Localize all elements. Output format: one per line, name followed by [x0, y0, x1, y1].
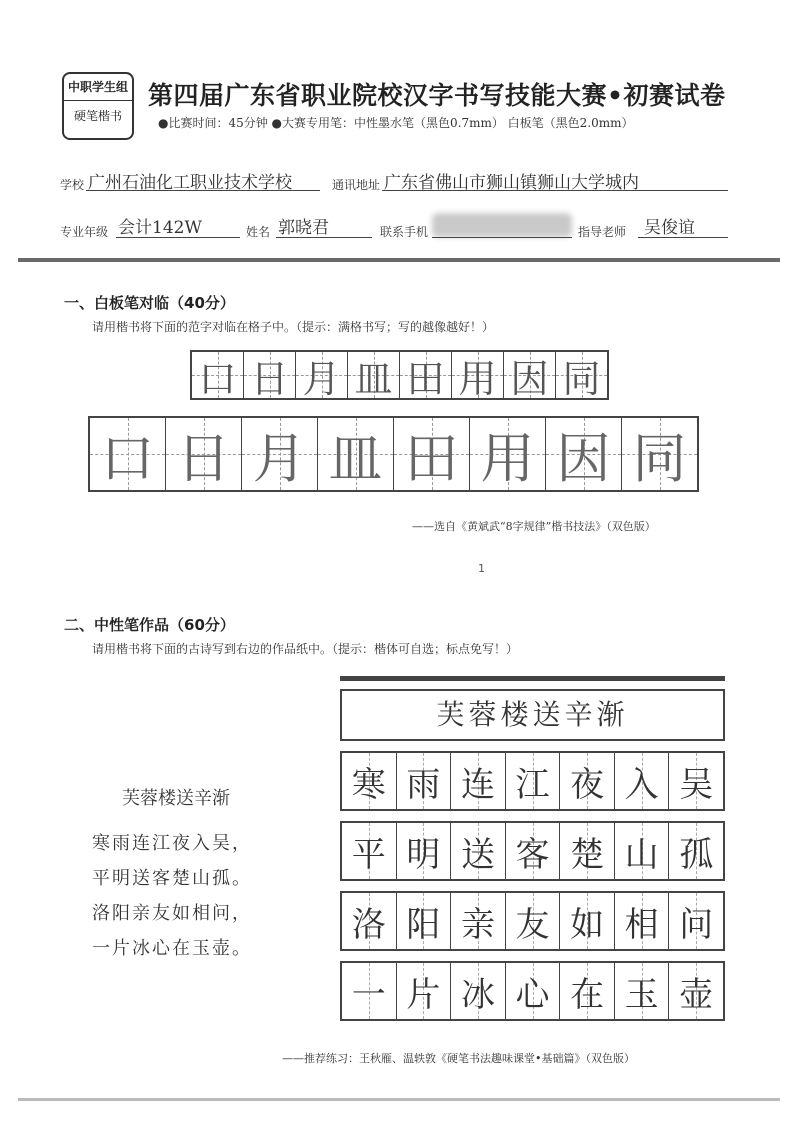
model-char-cell: 日 — [244, 352, 296, 398]
practice-char-cell: 口 — [90, 418, 166, 490]
practice-char-cell: 皿 — [318, 418, 394, 490]
work-cell: 片 — [397, 963, 452, 1019]
work-cell: 心 — [506, 963, 561, 1019]
work-cell: 平 — [342, 823, 397, 879]
work-title: 芙蓉楼送辛渐 — [340, 689, 725, 741]
practice-char-cell: 田 — [394, 418, 470, 490]
work-paper — [340, 676, 725, 1021]
exam-subtitle: ●比赛时间：45分钟 ●大赛专用笔：中性墨水笔（黑色0.7mm） 白板笔（黑色2.0mm） — [158, 116, 634, 130]
school-underline — [86, 190, 320, 191]
model-char-cell: 口 — [192, 352, 244, 398]
name-value: 郭晓君 — [278, 218, 329, 238]
work-cell: 雨 — [397, 753, 452, 809]
work-cell: 壶 — [669, 963, 723, 1019]
header-rule — [18, 258, 780, 262]
work-cell: 客 — [506, 823, 561, 879]
school-value: 广州石油化工职业技术学校 — [88, 173, 292, 193]
work-cell: 相 — [615, 893, 670, 949]
poem-line: 一片冰心在玉壶。 — [92, 938, 252, 959]
poem-title: 芙蓉楼送辛渐 — [122, 788, 230, 809]
model-char-cell: 用 — [452, 352, 504, 398]
address-value: 广东省佛山市狮山镇狮山大学城内 — [384, 173, 639, 193]
work-row — [340, 821, 725, 881]
model-char-cell: 田 — [400, 352, 452, 398]
work-cell: 洛 — [342, 893, 397, 949]
poem-line: 寒雨连江夜入吴， — [92, 833, 252, 854]
section1-title: 一、白板笔对临（40分） — [64, 294, 235, 312]
work-cell: 江 — [506, 753, 561, 809]
phone-label: 联系手机 — [380, 225, 429, 239]
work-cell: 孤 — [669, 823, 723, 879]
model-char-cell: 同 — [556, 352, 607, 398]
badge-style: 硬笔楷书 — [73, 109, 122, 123]
work-cell: 吴 — [669, 753, 723, 809]
model-char-cell: 月 — [296, 352, 348, 398]
badge-group: 中职学生组 — [64, 78, 132, 101]
major-underline — [116, 237, 240, 238]
section1-credit: ——选自《黄斌武“8字规律”楷书技法》（双色版） — [412, 520, 656, 533]
model-char-cell: 皿 — [348, 352, 400, 398]
work-cell: 在 — [560, 963, 615, 1019]
teacher-value: 吴俊谊 — [644, 218, 695, 238]
work-row — [340, 751, 725, 811]
poem-text — [92, 784, 252, 966]
phone-underline — [432, 237, 572, 238]
practice-char-cell: 因 — [546, 418, 622, 490]
school-label: 学校 — [60, 178, 85, 192]
teacher-label: 指导老师 — [578, 225, 627, 239]
model-char-cell: 因 — [504, 352, 556, 398]
practice-char-cell: 日 — [166, 418, 242, 490]
page-title: 第四届广东省职业院校汉字书写技能大赛•初赛试卷 — [148, 81, 726, 110]
category-badge — [62, 72, 134, 140]
work-paper-top-bar — [340, 676, 725, 681]
work-cell: 冰 — [451, 963, 506, 1019]
section2-instruction: 请用楷书将下面的古诗写到右边的作品纸中。（提示：楷体可自选；标点免写！） — [92, 642, 519, 656]
name-underline — [276, 237, 372, 238]
work-cell: 如 — [560, 893, 615, 949]
section2-title: 二、中性笔作品（60分） — [64, 616, 235, 634]
work-cell: 楚 — [560, 823, 615, 879]
work-cell: 夜 — [560, 753, 615, 809]
work-cell: 寒 — [342, 753, 397, 809]
work-cell: 玉 — [615, 963, 670, 1019]
practice-char-cell: 用 — [470, 418, 546, 490]
practice-char-cell: 月 — [242, 418, 318, 490]
work-cell: 一 — [342, 963, 397, 1019]
address-label: 通讯地址 — [332, 178, 381, 192]
work-cell: 亲 — [451, 893, 506, 949]
work-cell: 送 — [451, 823, 506, 879]
footer-rule — [18, 1098, 780, 1101]
work-cell: 问 — [669, 893, 723, 949]
address-underline — [382, 190, 728, 191]
poem-line: 洛阳亲友如相问， — [92, 903, 252, 924]
work-cell: 山 — [615, 823, 670, 879]
work-cell: 明 — [397, 823, 452, 879]
section2-credit: ——推荐练习：王秋雁、温轶敦《硬笔书法趣味课堂•基础篇》（双色版） — [282, 1052, 635, 1065]
work-row — [340, 961, 725, 1021]
name-label: 姓名 — [246, 225, 271, 239]
major-value: 会计142W — [118, 218, 202, 238]
major-label: 专业年级 — [60, 225, 109, 239]
phone-redacted — [432, 213, 572, 237]
work-row — [340, 891, 725, 951]
work-cell: 连 — [451, 753, 506, 809]
model-char-row — [190, 350, 609, 400]
practice-char-cell: 同 — [622, 418, 697, 490]
page-mark: 1 — [478, 562, 485, 575]
teacher-underline — [638, 237, 728, 238]
section1-instruction: 请用楷书将下面的范字对临在格子中。（提示：满格书写；写的越像越好！） — [92, 320, 495, 334]
work-cell: 入 — [615, 753, 670, 809]
work-cell: 阳 — [397, 893, 452, 949]
poem-line: 平明送客楚山孤。 — [92, 868, 252, 889]
practice-char-row — [88, 416, 699, 492]
work-cell: 友 — [506, 893, 561, 949]
